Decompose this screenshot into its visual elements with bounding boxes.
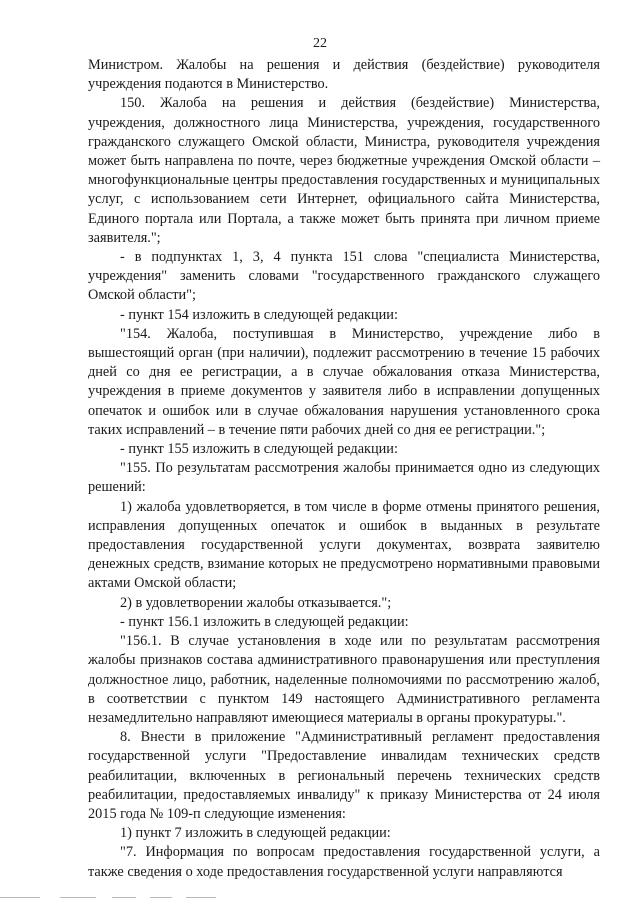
paragraph-item-8: 8. Внести в приложение "Административный регламент предоставления государственной услуги "Предоставление инвалидам технических средств реабилитации, включенных в региональный перечень технических средств реабилитации, предоставляемых инвалиду" к приказу Министерства от 24 июля 2015 года № 109-п следующие изменения: <box>88 729 600 822</box>
document-body <box>88 56 600 882</box>
paragraph-item-156-1: "156.1. В случае установления в ходе или по результатам рассмотрения жалобы признаков состава административного правонарушения или преступления должностное лицо, работник, наделенные полномочиями по рассмотрению жалоб, в соответствии с пунктом 149 настоящего Административного регламента незамедлительно направляют имеющиеся материалы в органы прокуратуры.". <box>88 633 600 726</box>
paragraph-item-150: 150. Жалоба на решения и действия (бездействие) Министерства, учреждения, должностного лица Министерства, учреждения, государственного гражданского служащего Омской области, Министра, руководителя учреждения может быть направлена по почте, через бюджетные учреждения Омской области – многофункциональные центры предоставления государственных и муниципальных услуг, с использованием сети Интернет, официального сайта Министерства, Единого портала или Портала, а также может быть принята при личном приеме заявителя."; <box>88 95 600 246</box>
paragraph-item-154: "154. Жалоба, поступившая в Министерство, учреждение либо в вышестоящий орган (при наличии), подлежит рассмотрению в течение 15 рабочих дней со дня ее регистрации, а в случае обжалования отказа Министерства, учреждения в приеме документов у заявителя либо в исправлении допущенных опечаток и ошибок или в случае обжалования нарушения установленного срока таких исправлений – в течение пяти рабочих дней со дня ее регистрации."; <box>88 325 600 438</box>
paragraph-amend-155-intro: - пункт 155 изложить в следующей редакции: <box>120 441 398 458</box>
paragraph-item-7: "7. Информация по вопросам предоставления государственной услуги, а также сведения о ходе предоставления государственной услуги направляются <box>88 844 600 880</box>
paragraph-item-155-2: 2) в удовлетворении жалобы отказывается."; <box>120 594 392 611</box>
paragraph-item-155-1: 1) жалоба удовлетворяется, в том числе в форме отмены принятого решения, исправления допущенных опечаток и ошибок в выданных в результате предоставления государственной услуги документах, возврата заявителю денежных средств, взимание которых не предусмотрено нормативными правовыми актами Омской области; <box>88 498 600 592</box>
paragraph-item-155: "155. По результатам рассмотрения жалобы принимается одно из следующих решений: <box>88 460 600 496</box>
paragraph-amend-154-intro: - пункт 154 изложить в следующей редакции: <box>120 306 398 323</box>
paragraph-continuation: Министром. Жалобы на решения и действия (бездействие) руководителя учреждения подаются в Министерство. <box>88 57 600 93</box>
scan-edge-artifact <box>0 897 640 899</box>
page-number: 22 <box>313 36 327 51</box>
paragraph-amend-151: - в подпунктах 1, 3, 4 пункта 151 слова "специалиста Министерства, учреждения" заменить словами "государственного гражданского служащего Омской области"; <box>88 249 600 304</box>
paragraph-item-8-1: 1) пункт 7 изложить в следующей редакции: <box>120 825 391 842</box>
paragraph-amend-156-1-intro: - пункт 156.1 изложить в следующей редакции: <box>120 613 409 630</box>
